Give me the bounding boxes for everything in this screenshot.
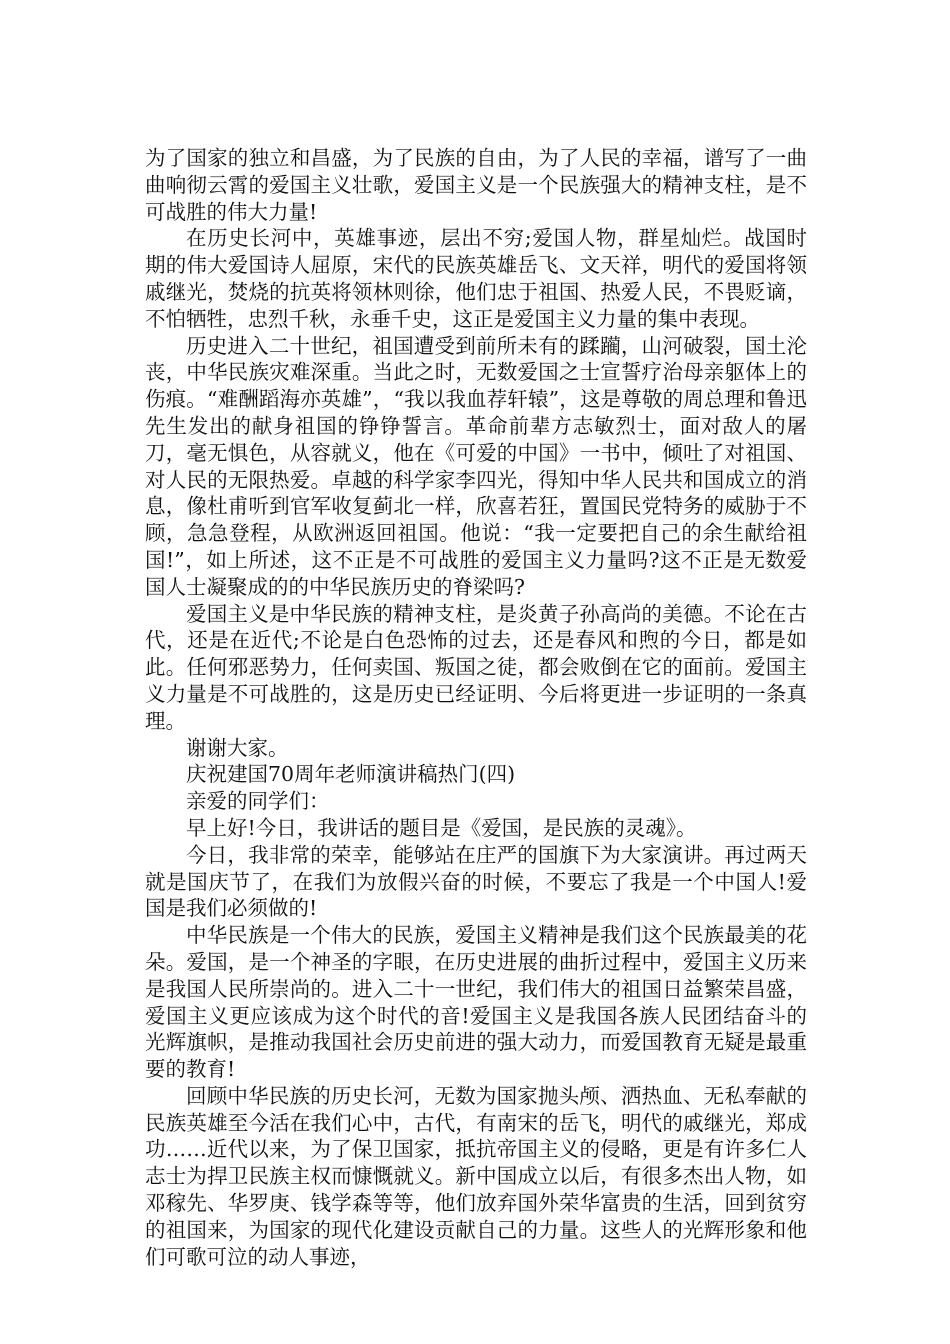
paragraph-greeting: 早上好!今日，我讲话的题目是《爱国，是民族的灵魂》。 bbox=[186, 815, 697, 840]
closing-thanks: 谢谢大家。 bbox=[186, 735, 289, 760]
speech-title: 庆祝建国70周年老师演讲稿热门(四) bbox=[186, 762, 516, 787]
paragraph-7: 回顾中华民族的历史长河，无数为国家抛头颅、洒热血、无私奉献的民族英雄至今活在我们心中，古代，有南宋的岳飞，明代的戚继光，郑成功……近代以来，为了保卫国家，抵抗帝国主义的侵略，更是有许多仁人志士为捍卫民族主权而慷慨就义。新中国成立以后，有很多杰出人物，如邓稼先、华罗庚、钱学森等等，他们放弃国外荣华富贵的生活，回到贫穷的祖国来，为国家的现代化建设贡献自己的力量。这些人的光辉形象和他们可歌可泣的动人事迹， bbox=[145, 1083, 807, 1269]
document-page bbox=[145, 145, 807, 1270]
salutation: 亲爱的同学们： bbox=[186, 789, 330, 814]
paragraph-5: 今日，我非常的荣幸，能够站在庄严的国旗下为大家演讲。再过两天就是国庆节了，在我们为放假兴奋的时候，不要忘了我是一个中国人!爱国是我们必须做的! bbox=[145, 842, 807, 921]
paragraph-6: 中华民族是一个伟大的民族，爱国主义精神是我们这个民族最美的花朵。爱国，是一个神圣的字眼，在历史进展的曲折过程中，爱国主义历来是我国人民所崇尚的。进入二十一世纪，我们伟大的祖国日益繁荣昌盛，爱国主义更应该成为这个时代的音!爱国主义是我国各族人民团结奋斗的光辉旗帜，是推动我国社会历史前进的强大动力，而爱国教育无疑是最重要的教育! bbox=[145, 923, 807, 1082]
paragraph-4: 爱国主义是中华民族的精神支柱，是炎黄子孙高尚的美德。不论在古代，还是在近代;不论是白色恐怖的过去，还是春风和煦的今日，都是如此。任何邪恶势力，任何卖国、叛国之徒，都会败倒在它的面前。爱国主义力量是不可战胜的，这是历史已经证明、今后将更进一步证明的一条真理。 bbox=[145, 601, 807, 733]
paragraph-1: 为了国家的独立和昌盛，为了民族的自由，为了人民的幸福，谱写了一曲曲响彻云霄的爱国主义壮歌，爱国主义是一个民族强大的精神支柱，是不可战胜的伟大力量! bbox=[145, 146, 807, 224]
paragraph-3: 历史进入二十世纪，祖国遭受到前所未有的蹂躏，山河破裂，国土沦丧，中华民族灾难深重。当此之时，无数爱国之士宣誓疗治母亲躯体上的伤痕。“难酬蹈海亦英雄”，“我以我血荐轩辕”，这是尊敬的周总理和鲁迅先生发出的献身祖国的铮铮誓言。革命前辈方志敏烈士，面对敌人的屠刀，毫无惧色，从容就义，他在《可爱的中国》一书中，倾吐了对祖国、对人民的无限热爱。卓越的科学家李四光，得知中华人民共和国成立的消息，像杜甫听到官军收复蓟北一样，欣喜若狂，置国民党特务的威胁于不顾，急急登程，从欧洲返回祖国。他说：“我一定要把自己的余生献给祖国!”，如上所述，这不正是不可战胜的爱国主义力量吗?这不正是无数爱国人士凝聚成的的中华民族历史的脊梁吗? bbox=[145, 333, 807, 599]
paragraph-2: 在历史长河中，英雄事迹，层出不穷;爱国人物，群星灿烂。战国时期的伟大爱国诗人屈原，宋代的民族英雄岳飞、文天祥，明代的爱国将领戚继光，焚烧的抗英将领林则徐，他们忠于祖国、热爱人民，不畏贬谪，不怕牺牲，忠烈千秋，永垂千史，这正是爱国主义力量的集中表现。 bbox=[145, 226, 807, 331]
